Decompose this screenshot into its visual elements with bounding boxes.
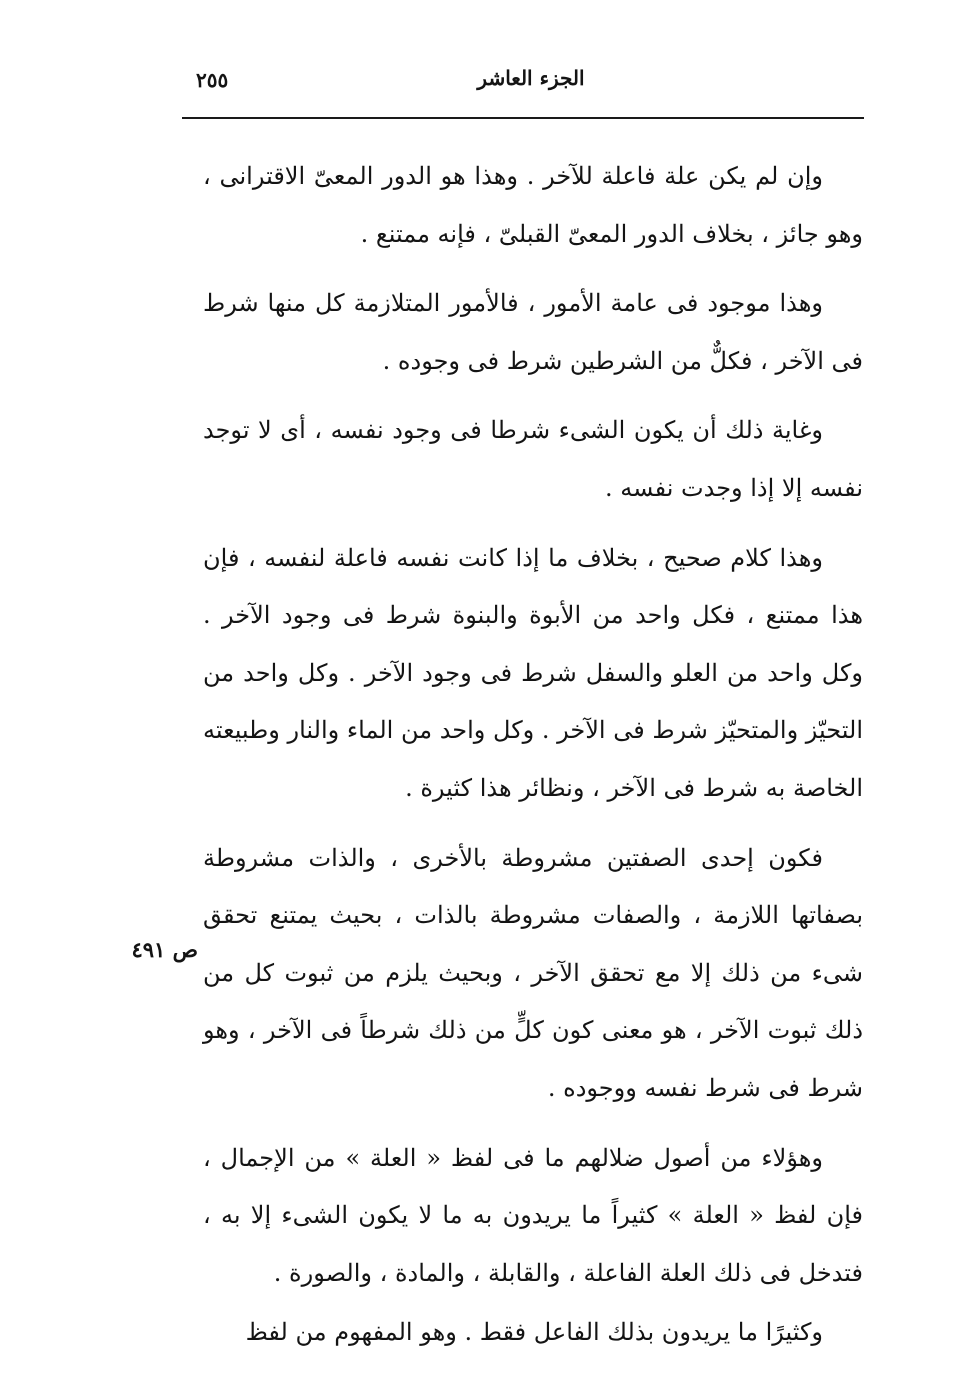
paragraph-1: وإن لم يكن علة فاعلة للآخر . وهذا هو الدور المعىّ الاقترانى ، وهو جائز ، بخلاف الدور المعىّ القبلىّ ، فإنه ممتنع . <box>203 162 863 248</box>
paragraph-7: وكثيرًا ما يريدون بذلك الفاعل فقط . وهو المفهوم من لفظ <box>245 1318 823 1347</box>
paragraph-4: وهذا كلام صحيح ، بخلاف ما إذا كانت نفسه فاعلة لنفسه ، فإن هذا ممتنع ، فكل واحد من الأبوة والبنوة شرط فى وجود الآخر . وكل واحد من العلو والسفل شرط فى وجود الآخر . وكل واحد من التحيّز والمتحيّز شرط فى الآخر . وكل واحد من الماء والنار وطبيعته الخاصة به شرط فى الآخر ، ونظائر هذا كثيرة . <box>203 543 863 802</box>
running-header-title: الجزء العاشر <box>477 66 585 90</box>
page-number: ٢٥٥ <box>196 68 229 92</box>
paragraph-3: وغاية ذلك أن يكون الشىء شرطا فى وجود نفسه ، أى لا توجد نفسه إلا إذا وجدت نفسه . <box>203 416 863 502</box>
header-divider <box>182 117 864 119</box>
paragraph-5: فكون إحدى الصفتين مشروطة بالأخرى ، والذات مشروطة بصفاتها اللازمة ، والصفات مشروطة بالذات ، بحيث يمتنع تحقق شىء من ذلك إلا مع تحقق الآخر ، وبحيث يلزم من ثبوت كل من ذلك ثبوت الآخر ، هو معنى كون كلٍّ من ذلك شرطاً فى الآخر ، وهو شرط فى شرط نفسه ووجوده . <box>203 843 863 1102</box>
paragraph-6: وهؤلاء من أصول ضلالهم ما فى لفظ « العلة » من الإجمال ، فإن لفظ « العلة » كثيراً ما يريدون به ما لا يكون الشىء إلا به ، فتدخل فى ذلك العلة الفاعلة ، والقابلة ، والمادة ، والصورة . <box>203 1143 864 1287</box>
body-text <box>203 148 863 1374</box>
paragraph-2: وهذا موجود فى عامة الأمور ، فالأمور المتلازمة كل منها شرط فى الآخر ، فكلٌّ من الشرطين شرط فى وجوده . <box>203 289 863 375</box>
margin-page-reference: ص ٤٩١ <box>131 937 198 962</box>
